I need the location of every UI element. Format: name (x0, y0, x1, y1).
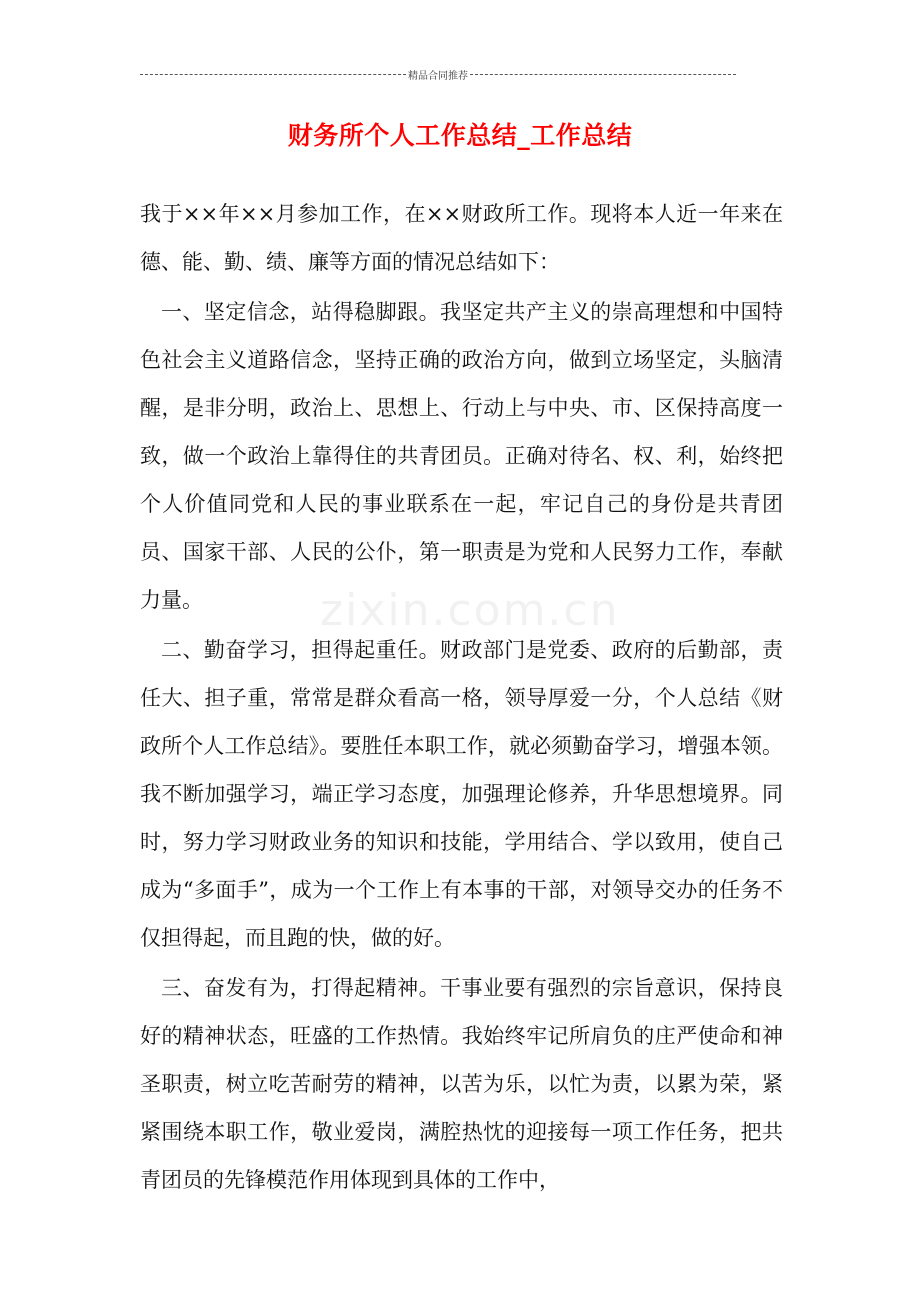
paragraph-section-1: 一、坚定信念，站得稳脚跟。我坚定共产主义的崇高理想和中国特色社会主义道路信念，坚持正确的政治方向，做到立场坚定，头脑清醒，是非分明，政治上、思想上、行动上与中央、市、区保持高度一致，做一个政治上靠得住的共青团员。正确对待名、权、利，始终把个人价值同党和人民的事业联系在一起，牢记自己的身份是共青团员、国家干部、人民的公仆，第一职责是为党和人民努力工作，奉献力量。 (140, 300, 783, 612)
document-title: 财务所个人工作总结_工作总结 (287, 121, 633, 150)
paragraph-intro: 我于××年××月参加工作，在××财政所工作。现将本人近一年来在德、能、勤、绩、廉等方面的情况总结如下： (140, 202, 783, 274)
watermark: zixin.com.cn (320, 585, 620, 636)
paragraph-section-3: 三、奋发有为，打得起精神。干事业要有强烈的宗旨意识，保持良好的精神状态，旺盛的工作热情。我始终牢记所肩负的庄严使命和神圣职责，树立吃苦耐劳的精神，以苦为乐，以忙为责，以累为荣，紧紧围绕本职工作，敬业爱岗，满腔热忱的迎接每一项工作任务，把共青团员的先锋模范作用体现到具体的工作中， (140, 976, 783, 1192)
header-dash-left (140, 74, 406, 75)
paragraph-section-2: 二、勤奋学习，担得起重任。财政部门是党委、政府的后勤部，责任大、担子重，常常是群众看高一格，领导厚爱一分，个人总结《财政所个人工作总结》。要胜任本职工作，就必须勤奋学习，增强本领。我不断加强学习，端正学习态度，加强理论修养，升华思想境界。同时，努力学习财政业务的知识和技能，学用结合、学以致用，使自己成为“多面手”，成为一个工作上有本事的干部，对领导交办的任务不仅担得起，而且跑的快，做的好。 (140, 638, 783, 950)
header-label: 精品合同推荐 (408, 70, 468, 82)
header-dash-right (470, 74, 736, 75)
page-header (140, 66, 736, 82)
document-body (140, 190, 783, 1206)
